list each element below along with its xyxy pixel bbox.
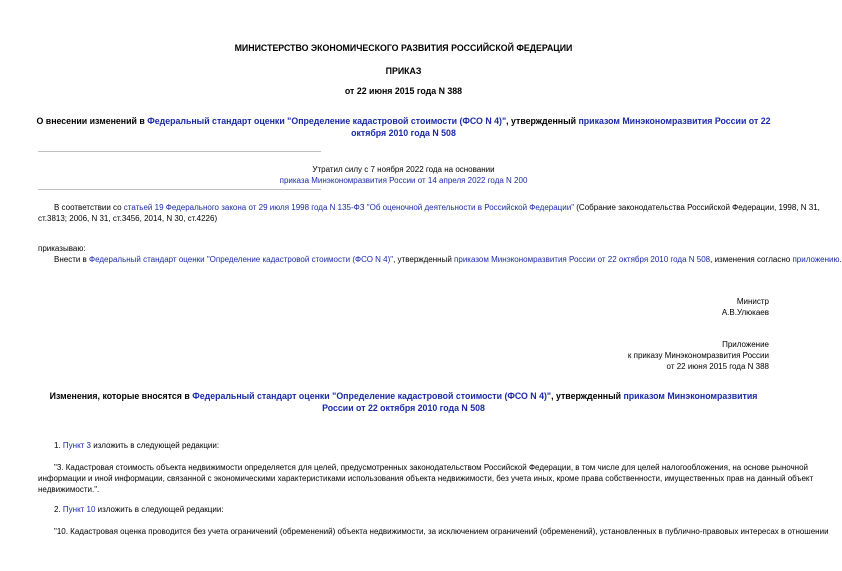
- order-standard-link[interactable]: Федеральный стандарт оценки "Определение кадастровой стоимости (ФСО N 4)": [89, 255, 394, 264]
- changes-title-line-2: [30, 402, 777, 414]
- quote-2-line-1: "10. Кадастровая оценка проводится без учета ограничений (обременений) объекта недвижимости, за исключением ограничений (обременений), установленных в публично-правовых интересах в отношении: [54, 527, 829, 536]
- item-1-rest: изложить в следующей редакции:: [91, 441, 220, 450]
- preamble-rest: (Собрание законодательства Российской Федерации, 1998, N 31,: [574, 203, 820, 212]
- lost-force-order-link[interactable]: приказа Минэкономразвития России от 14 апреля 2022 года N 200: [279, 176, 528, 185]
- appendix-ref-line-3: от 22 июня 2015 года N 388: [666, 362, 769, 371]
- order-end: .: [839, 255, 842, 264]
- signature-name: А.В.Улюкаев: [721, 308, 769, 317]
- preamble-law-link[interactable]: статьей 19 Федерального закона от 29 июля 1998 года N 135-ФЗ "Об оценочной деятельности в Российской Федерации": [123, 203, 575, 212]
- preamble-line-2: ст.3813; 2006, N 31, ст.3456, 2014, N 30, ст.4226): [38, 214, 218, 223]
- doc-type-heading: ПРИКАЗ: [385, 66, 422, 76]
- title-prefix: О внесении изменений в: [36, 116, 148, 126]
- quote-1-line-2: информации и иной информации, связанной с экономическими характеристиками использования объекта недвижимости, без учета иных, кроме права собственности, имущественных прав на данный объект: [38, 474, 814, 483]
- order-prefix: Внести в: [54, 255, 90, 264]
- item-1: [54, 440, 219, 451]
- order-suffix: , изменения согласно: [710, 255, 793, 264]
- changes-title-order-link-cont[interactable]: России от 22 октября 2010 года N 508: [322, 403, 485, 413]
- preamble-line-1: [38, 202, 820, 213]
- title-order-link[interactable]: приказом Минэкономразвития России от 22 октября 2010 года N 508: [351, 116, 771, 138]
- item-1-link[interactable]: Пункт 3: [62, 441, 91, 450]
- divider-top: [38, 151, 321, 152]
- changes-title-middle: , утвержденный: [551, 391, 624, 401]
- item-2-link[interactable]: Пункт 10: [62, 505, 96, 514]
- divider-bottom: [38, 189, 321, 190]
- item-2: [54, 504, 224, 515]
- quote-1-line-1: "3. Кадастровая стоимость объекта недвижимости определяется для целей, предусмотренных законодательством Российской Федерации, в том числе для целей налогообложения, на основе рыночной: [54, 463, 809, 472]
- order-order-link[interactable]: приказом Минэкономразвития России от 22 октября 2010 года N 508: [454, 255, 711, 264]
- item-2-prefix: 2.: [54, 505, 63, 514]
- order-appendix-link[interactable]: приложению: [792, 255, 840, 264]
- signature-position: Министр: [736, 297, 769, 306]
- item-1-prefix: 1.: [54, 441, 63, 450]
- order-middle: , утвержденный: [393, 255, 455, 264]
- quote-1-line-3: недвижимости.".: [38, 485, 100, 494]
- order-label: приказываю:: [38, 244, 86, 253]
- lost-force-link-line: [0, 175, 807, 186]
- doc-date-number: от 22 июня 2015 года N 388: [344, 86, 463, 96]
- lost-force-line: Утратил силу с 7 ноября 2022 года на основании: [312, 165, 495, 174]
- changes-title-order-link[interactable]: приказом Минэкономразвития: [623, 391, 758, 401]
- ministry-heading: МИНИСТЕРСТВО ЭКОНОМИЧЕСКОГО РАЗВИТИЯ РОССИЙСКОЙ ФЕДЕРАЦИИ: [234, 43, 573, 53]
- changes-title-line-1: [30, 390, 777, 402]
- order-text: [54, 254, 842, 265]
- appendix-ref-line-1: Приложение: [722, 340, 769, 349]
- title-standard-link[interactable]: Федеральный стандарт оценки "Определение кадастровой стоимости (ФСО N 4)": [147, 116, 507, 126]
- title-middle: , утвержденный: [506, 116, 579, 126]
- appendix-ref-line-2: к приказу Минэкономразвития России: [627, 351, 769, 360]
- preamble-prefix: В соответствии со: [54, 203, 124, 212]
- doc-title: [22, 115, 785, 139]
- changes-title-standard-link[interactable]: Федеральный стандарт оценки "Определение кадастровой стоимости (ФСО N 4)": [192, 391, 552, 401]
- item-2-rest: изложить в следующей редакции:: [95, 505, 224, 514]
- changes-title-prefix: Изменения, которые вносятся в: [49, 391, 193, 401]
